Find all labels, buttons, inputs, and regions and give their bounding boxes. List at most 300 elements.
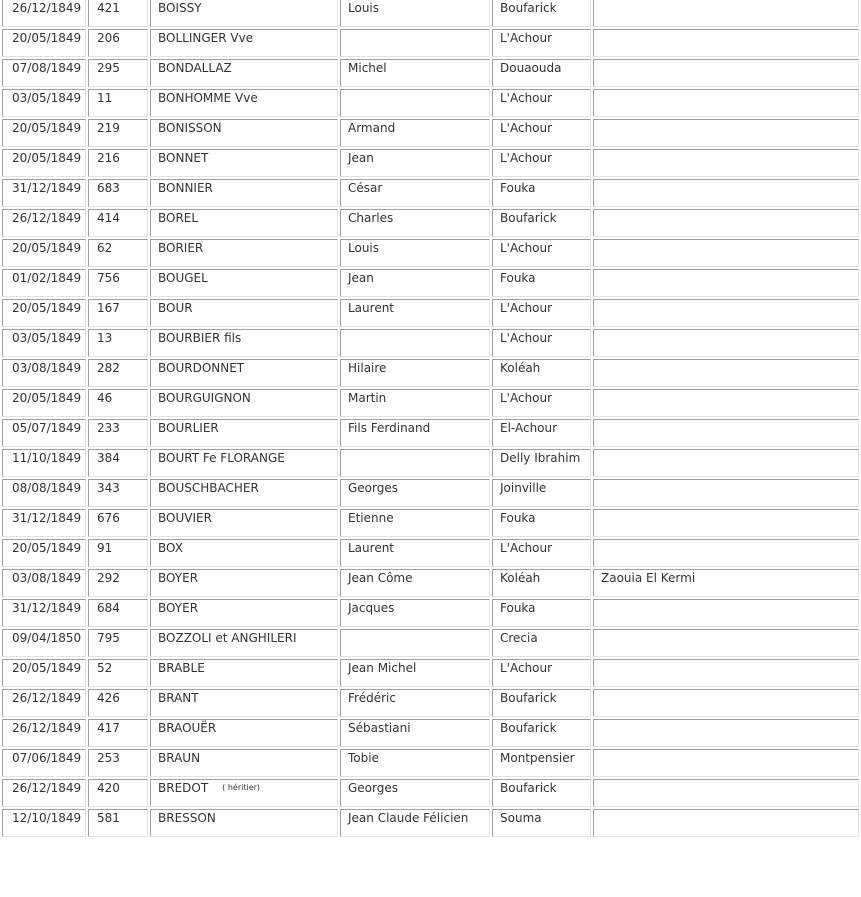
table-row bbox=[2, 419, 859, 447]
number-cell bbox=[88, 239, 148, 267]
locality-cell bbox=[593, 179, 859, 207]
date-text: 20/05/1849 bbox=[12, 301, 82, 315]
firstname-cell bbox=[340, 29, 490, 57]
place-text: L'Achour bbox=[500, 661, 553, 675]
firstname-cell bbox=[340, 749, 490, 777]
date-cell bbox=[2, 329, 86, 357]
surname-text: BONISSON bbox=[158, 121, 222, 135]
surname-text: BOX bbox=[158, 541, 183, 555]
date-cell bbox=[2, 239, 86, 267]
place-text: Douaouda bbox=[500, 61, 562, 75]
place-text: L'Achour bbox=[500, 241, 553, 255]
table-row bbox=[2, 59, 859, 87]
table-row bbox=[2, 569, 859, 597]
table-row bbox=[2, 119, 859, 147]
locality-cell bbox=[593, 119, 859, 147]
date-cell bbox=[2, 719, 86, 747]
locality-cell bbox=[593, 539, 859, 567]
date-cell bbox=[2, 29, 86, 57]
locality-cell bbox=[593, 59, 859, 87]
surname-text: BOYER bbox=[158, 571, 199, 585]
place-text: L'Achour bbox=[500, 301, 553, 315]
date-cell bbox=[2, 599, 86, 627]
date-text: 20/05/1849 bbox=[12, 661, 82, 675]
surname-cell bbox=[150, 479, 338, 507]
firstname-cell bbox=[340, 149, 490, 177]
place-cell bbox=[492, 299, 591, 327]
place-cell bbox=[492, 719, 591, 747]
surname-text: BOUGEL bbox=[158, 271, 208, 285]
table-row bbox=[2, 389, 859, 417]
date-cell bbox=[2, 209, 86, 237]
number-cell bbox=[88, 659, 148, 687]
place-cell bbox=[492, 389, 591, 417]
surname-text: BOURGUIGNON bbox=[158, 391, 251, 405]
locality-cell bbox=[593, 569, 859, 597]
records-body bbox=[2, 0, 859, 837]
table-row bbox=[2, 749, 859, 777]
firstname-cell bbox=[340, 659, 490, 687]
surname-cell bbox=[150, 359, 338, 387]
surname-cell bbox=[150, 89, 338, 117]
table-row bbox=[2, 539, 859, 567]
surname-cell bbox=[150, 719, 338, 747]
surname-cell bbox=[150, 809, 338, 837]
table-row bbox=[2, 809, 859, 837]
number-cell bbox=[88, 119, 148, 147]
place-text: L'Achour bbox=[500, 391, 553, 405]
date-cell bbox=[2, 539, 86, 567]
surname-text: BORIER bbox=[158, 241, 204, 255]
date-text: 20/05/1849 bbox=[12, 121, 82, 135]
date-text: 26/12/1849 bbox=[12, 721, 82, 735]
locality-cell bbox=[593, 29, 859, 57]
number-cell bbox=[88, 629, 148, 657]
place-cell bbox=[492, 689, 591, 717]
firstname-cell bbox=[340, 539, 490, 567]
table-row bbox=[2, 719, 859, 747]
place-cell bbox=[492, 0, 591, 27]
number-text: 219 bbox=[97, 121, 120, 135]
firstname-text: Charles bbox=[348, 211, 394, 225]
locality-cell bbox=[593, 779, 859, 807]
surname-cell bbox=[150, 569, 338, 597]
firstname-cell bbox=[340, 239, 490, 267]
surname-cell bbox=[150, 0, 338, 27]
date-cell bbox=[2, 659, 86, 687]
date-text: 07/08/1849 bbox=[12, 61, 82, 75]
number-cell bbox=[88, 0, 148, 27]
place-text: Joinville bbox=[500, 481, 547, 495]
place-text: L'Achour bbox=[500, 121, 553, 135]
table-row bbox=[2, 449, 859, 477]
firstname-text: Tobie bbox=[348, 751, 379, 765]
number-text: 295 bbox=[97, 61, 120, 75]
table-row bbox=[2, 29, 859, 57]
table-row bbox=[2, 299, 859, 327]
place-cell bbox=[492, 419, 591, 447]
date-cell bbox=[2, 59, 86, 87]
table-row bbox=[2, 659, 859, 687]
firstname-text: Armand bbox=[348, 121, 396, 135]
date-cell bbox=[2, 779, 86, 807]
place-text: Fouka bbox=[500, 601, 536, 615]
surname-cell bbox=[150, 269, 338, 297]
date-text: 05/07/1849 bbox=[12, 421, 82, 435]
date-cell bbox=[2, 689, 86, 717]
place-cell bbox=[492, 329, 591, 357]
table-row bbox=[2, 329, 859, 357]
place-cell bbox=[492, 359, 591, 387]
place-cell bbox=[492, 209, 591, 237]
surname-text: BONNIER bbox=[158, 181, 213, 195]
surname-text: BOZZOLI et ANGHILERI bbox=[158, 631, 297, 645]
number-cell bbox=[88, 719, 148, 747]
date-text: 03/08/1849 bbox=[12, 571, 82, 585]
number-text: 384 bbox=[97, 451, 120, 465]
date-text: 20/05/1849 bbox=[12, 151, 82, 165]
date-text: 20/05/1849 bbox=[12, 391, 82, 405]
place-text: Crecia bbox=[500, 631, 538, 645]
surname-cell bbox=[150, 749, 338, 777]
firstname-text: Jacques bbox=[348, 601, 395, 615]
number-cell bbox=[88, 809, 148, 837]
date-cell bbox=[2, 749, 86, 777]
date-cell bbox=[2, 809, 86, 837]
date-text: 11/10/1849 bbox=[12, 451, 82, 465]
locality-cell bbox=[593, 689, 859, 717]
table-row bbox=[2, 209, 859, 237]
number-text: 795 bbox=[97, 631, 120, 645]
table-row bbox=[2, 359, 859, 387]
locality-cell bbox=[593, 449, 859, 477]
number-text: 62 bbox=[97, 241, 113, 255]
place-text: Montpensier bbox=[500, 751, 575, 765]
number-cell bbox=[88, 149, 148, 177]
table-row bbox=[2, 599, 859, 627]
locality-cell bbox=[593, 239, 859, 267]
surname-cell bbox=[150, 119, 338, 147]
firstname-cell bbox=[340, 329, 490, 357]
number-text: 581 bbox=[97, 811, 120, 825]
locality-cell bbox=[593, 209, 859, 237]
surname-text: BOUR bbox=[158, 301, 193, 315]
firstname-text: Jean Michel bbox=[348, 661, 417, 675]
place-cell bbox=[492, 29, 591, 57]
place-cell bbox=[492, 179, 591, 207]
firstname-cell bbox=[340, 119, 490, 147]
place-text: Boufarick bbox=[500, 1, 557, 15]
number-cell bbox=[88, 539, 148, 567]
number-cell bbox=[88, 29, 148, 57]
place-text: Boufarick bbox=[500, 781, 557, 795]
date-text: 26/12/1849 bbox=[12, 691, 82, 705]
table-row bbox=[2, 0, 859, 27]
locality-text: Zaouia El Kermi bbox=[601, 571, 696, 585]
surname-text: BOURLIER bbox=[158, 421, 219, 435]
surname-cell bbox=[150, 29, 338, 57]
firstname-cell bbox=[340, 389, 490, 417]
locality-cell bbox=[593, 149, 859, 177]
firstname-cell bbox=[340, 809, 490, 837]
date-cell bbox=[2, 0, 86, 27]
number-text: 46 bbox=[97, 391, 113, 405]
place-text: Fouka bbox=[500, 271, 536, 285]
date-text: 07/06/1849 bbox=[12, 751, 82, 765]
firstname-cell bbox=[340, 179, 490, 207]
surname-text: BOLLINGER Vve bbox=[158, 31, 254, 45]
table-row bbox=[2, 779, 859, 807]
number-text: 420 bbox=[97, 781, 120, 795]
number-cell bbox=[88, 449, 148, 477]
surname-cell bbox=[150, 209, 338, 237]
date-cell bbox=[2, 89, 86, 117]
surname-text: BOUSCHBACHER bbox=[158, 481, 259, 495]
surname-text: BRABLE bbox=[158, 661, 205, 675]
firstname-cell bbox=[340, 509, 490, 537]
date-cell bbox=[2, 569, 86, 597]
number-text: 216 bbox=[97, 151, 120, 165]
place-cell bbox=[492, 449, 591, 477]
date-text: 20/05/1849 bbox=[12, 31, 82, 45]
firstname-text: Louis bbox=[348, 241, 380, 255]
surname-cell bbox=[150, 329, 338, 357]
number-cell bbox=[88, 269, 148, 297]
place-text: Boufarick bbox=[500, 211, 557, 225]
date-cell bbox=[2, 389, 86, 417]
firstname-cell bbox=[340, 719, 490, 747]
place-cell bbox=[492, 59, 591, 87]
firstname-cell bbox=[340, 779, 490, 807]
place-cell bbox=[492, 629, 591, 657]
date-cell bbox=[2, 419, 86, 447]
place-text: L'Achour bbox=[500, 331, 553, 345]
date-cell bbox=[2, 509, 86, 537]
date-cell bbox=[2, 359, 86, 387]
number-text: 756 bbox=[97, 271, 120, 285]
date-text: 12/10/1849 bbox=[12, 811, 82, 825]
place-cell bbox=[492, 599, 591, 627]
locality-cell bbox=[593, 749, 859, 777]
number-cell bbox=[88, 389, 148, 417]
place-cell bbox=[492, 809, 591, 837]
surname-text: BOURDONNET bbox=[158, 361, 245, 375]
number-cell bbox=[88, 179, 148, 207]
firstname-cell bbox=[340, 629, 490, 657]
number-cell bbox=[88, 569, 148, 597]
place-cell bbox=[492, 149, 591, 177]
locality-cell bbox=[593, 599, 859, 627]
number-text: 684 bbox=[97, 601, 120, 615]
date-text: 31/12/1849 bbox=[12, 181, 82, 195]
locality-cell bbox=[593, 659, 859, 687]
date-cell bbox=[2, 299, 86, 327]
locality-cell bbox=[593, 419, 859, 447]
place-text: L'Achour bbox=[500, 31, 553, 45]
table-row bbox=[2, 479, 859, 507]
date-text: 03/08/1849 bbox=[12, 361, 82, 375]
firstname-text: Michel bbox=[348, 61, 387, 75]
firstname-text: Jean bbox=[348, 151, 374, 165]
firstname-text: Martin bbox=[348, 391, 387, 405]
surname-cell bbox=[150, 179, 338, 207]
table-row bbox=[2, 89, 859, 117]
firstname-text: Louis bbox=[348, 1, 380, 15]
firstname-cell bbox=[340, 569, 490, 597]
date-text: 01/02/1849 bbox=[12, 271, 82, 285]
firstname-cell bbox=[340, 599, 490, 627]
date-cell bbox=[2, 149, 86, 177]
surname-text: BREDOT bbox=[158, 781, 209, 795]
surname-text: BOUVIER bbox=[158, 511, 212, 525]
firstname-cell bbox=[340, 479, 490, 507]
date-text: 20/05/1849 bbox=[12, 541, 82, 555]
locality-cell bbox=[593, 299, 859, 327]
number-cell bbox=[88, 419, 148, 447]
surname-cell bbox=[150, 689, 338, 717]
surname-text: BONHOMME Vve bbox=[158, 91, 258, 105]
table-row bbox=[2, 629, 859, 657]
place-text: Fouka bbox=[500, 511, 536, 525]
firstname-text: Sébastiani bbox=[348, 721, 411, 735]
number-cell bbox=[88, 299, 148, 327]
table-row bbox=[2, 239, 859, 267]
number-cell bbox=[88, 599, 148, 627]
number-cell bbox=[88, 509, 148, 537]
number-text: 13 bbox=[97, 331, 113, 345]
firstname-text: Laurent bbox=[348, 301, 395, 315]
date-cell bbox=[2, 269, 86, 297]
locality-cell bbox=[593, 89, 859, 117]
surname-text: BRAOUËR bbox=[158, 721, 217, 735]
surname-text: BOYER bbox=[158, 601, 199, 615]
place-cell bbox=[492, 269, 591, 297]
place-text: L'Achour bbox=[500, 151, 553, 165]
number-cell bbox=[88, 689, 148, 717]
surname-text: BRAUN bbox=[158, 751, 201, 765]
surname-text: BOURBIER fils bbox=[158, 331, 242, 345]
place-cell bbox=[492, 509, 591, 537]
date-text: 26/12/1849 bbox=[12, 211, 82, 225]
heir-note: ( héritier) bbox=[222, 783, 261, 792]
number-text: 421 bbox=[97, 1, 120, 15]
table-row bbox=[2, 689, 859, 717]
date-text: 03/05/1849 bbox=[12, 331, 82, 345]
locality-cell bbox=[593, 719, 859, 747]
place-text: L'Achour bbox=[500, 541, 553, 555]
surname-cell bbox=[150, 389, 338, 417]
surname-cell bbox=[150, 599, 338, 627]
number-text: 91 bbox=[97, 541, 113, 555]
firstname-text: Hilaire bbox=[348, 361, 387, 375]
date-cell bbox=[2, 629, 86, 657]
number-text: 683 bbox=[97, 181, 120, 195]
number-text: 343 bbox=[97, 481, 120, 495]
firstname-cell bbox=[340, 419, 490, 447]
number-text: 167 bbox=[97, 301, 120, 315]
number-cell bbox=[88, 89, 148, 117]
locality-cell bbox=[593, 509, 859, 537]
surname-cell bbox=[150, 239, 338, 267]
date-text: 09/04/1850 bbox=[12, 631, 82, 645]
surname-cell bbox=[150, 149, 338, 177]
number-cell bbox=[88, 479, 148, 507]
surname-text: BONNET bbox=[158, 151, 209, 165]
surname-cell bbox=[150, 59, 338, 87]
number-text: 253 bbox=[97, 751, 120, 765]
number-cell bbox=[88, 329, 148, 357]
surname-text: BOISSY bbox=[158, 1, 202, 15]
number-text: 11 bbox=[97, 91, 113, 105]
place-cell bbox=[492, 119, 591, 147]
number-text: 233 bbox=[97, 421, 120, 435]
firstname-text: Jean Côme bbox=[348, 571, 413, 585]
number-cell bbox=[88, 749, 148, 777]
date-cell bbox=[2, 179, 86, 207]
place-text: Souma bbox=[500, 811, 542, 825]
locality-cell bbox=[593, 479, 859, 507]
place-cell bbox=[492, 539, 591, 567]
date-text: 08/08/1849 bbox=[12, 481, 82, 495]
surname-cell bbox=[150, 419, 338, 447]
place-cell bbox=[492, 749, 591, 777]
surname-cell bbox=[150, 509, 338, 537]
number-text: 282 bbox=[97, 361, 120, 375]
place-text: El-Achour bbox=[500, 421, 558, 435]
locality-cell bbox=[593, 389, 859, 417]
firstname-cell bbox=[340, 209, 490, 237]
number-text: 206 bbox=[97, 31, 120, 45]
date-cell bbox=[2, 479, 86, 507]
locality-cell bbox=[593, 269, 859, 297]
locality-cell bbox=[593, 629, 859, 657]
locality-cell bbox=[593, 809, 859, 837]
place-cell bbox=[492, 89, 591, 117]
place-cell bbox=[492, 239, 591, 267]
place-cell bbox=[492, 479, 591, 507]
place-text: Koléah bbox=[500, 571, 541, 585]
number-cell bbox=[88, 779, 148, 807]
firstname-text: Etienne bbox=[348, 511, 394, 525]
number-cell bbox=[88, 59, 148, 87]
place-cell bbox=[492, 779, 591, 807]
place-text: L'Achour bbox=[500, 91, 553, 105]
firstname-text: Jean Claude Félicien bbox=[348, 811, 469, 825]
date-cell bbox=[2, 119, 86, 147]
surname-text: BOREL bbox=[158, 211, 199, 225]
table-row bbox=[2, 509, 859, 537]
surname-cell bbox=[150, 659, 338, 687]
firstname-text: Laurent bbox=[348, 541, 395, 555]
number-cell bbox=[88, 359, 148, 387]
surname-cell bbox=[150, 449, 338, 477]
locality-cell bbox=[593, 0, 859, 27]
surname-text: BOURT Fe FLORANGE bbox=[158, 451, 285, 465]
number-text: 52 bbox=[97, 661, 113, 675]
surname-text: BRESSON bbox=[158, 811, 216, 825]
surname-cell bbox=[150, 299, 338, 327]
number-cell bbox=[88, 209, 148, 237]
firstname-cell bbox=[340, 89, 490, 117]
place-text: Boufarick bbox=[500, 721, 557, 735]
table-row bbox=[2, 179, 859, 207]
number-text: 676 bbox=[97, 511, 120, 525]
date-text: 26/12/1849 bbox=[12, 1, 82, 15]
place-cell bbox=[492, 569, 591, 597]
number-text: 292 bbox=[97, 571, 120, 585]
locality-cell bbox=[593, 329, 859, 357]
place-text: Boufarick bbox=[500, 691, 557, 705]
